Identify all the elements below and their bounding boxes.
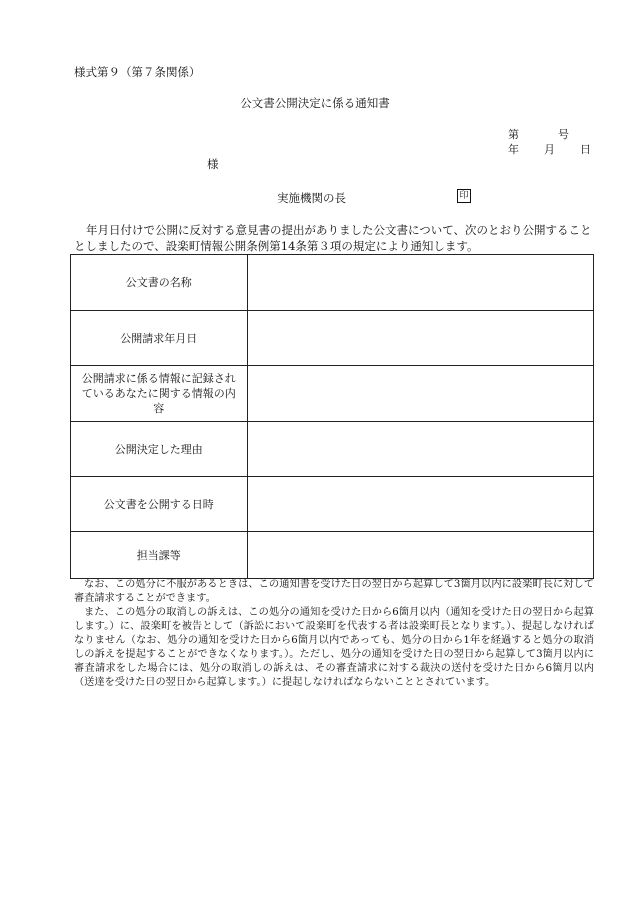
row-value-decision-reason <box>247 422 593 477</box>
note-review-request: なお、この処分に不服があるときは、この通知書を受けた日の翌日から起算して3箇月以内に設楽町長に対して審査請求することができます。 <box>74 579 594 604</box>
issue-number <box>508 126 588 142</box>
row-label-disclosure-datetime: 公文書を公開する日時 <box>71 477 248 532</box>
row-label-decision-reason: 公開決定した理由 <box>71 422 248 477</box>
issue-date-year: 年 <box>508 143 519 156</box>
document-title: 公文書公開決定に係る通知書 <box>240 96 390 110</box>
appeal-notes <box>74 578 594 690</box>
row-value-disclosure-datetime <box>247 477 593 532</box>
issue-date-month: 月 <box>544 143 555 156</box>
issue-number-prefix: 第 <box>508 128 519 141</box>
table-row <box>71 477 594 532</box>
table-row <box>71 255 594 311</box>
table-row <box>71 311 594 366</box>
table-row <box>71 422 594 477</box>
intro-paragraph: 年月日付けで公開に反対する意見書の提出がありました公文書について、次のとおり公開することとしましたので、設楽町情報公開条例第14条第３項の規定により通知します。 <box>74 223 592 253</box>
row-label-request-date: 公開請求年月日 <box>71 311 248 366</box>
issue-number-suffix: 号 <box>558 128 569 141</box>
seal-mark: 印 <box>457 189 471 203</box>
issuer-title: 実施機関の長 <box>277 191 346 205</box>
row-label-document-name: 公文書の名称 <box>71 255 248 311</box>
row-value-department <box>247 532 593 579</box>
row-value-request-date <box>247 311 593 366</box>
form-number: 様式第９（第７条関係） <box>74 65 201 79</box>
row-label-recorded-info <box>71 366 248 422</box>
table-row <box>71 366 594 422</box>
row-value-document-name <box>247 255 593 311</box>
row-label-department: 担当課等 <box>71 532 248 579</box>
note-revocation-suit: また、この処分の取消しの訴えは、この処分の通知を受けた日から6箇月以内（通知を受けた日の翌日から起算します。）に、設楽町を被告として（訴訟において設楽町を代表する者は設楽町長となります。）、提起しなければなりません（なお、処分の通知を受けた日から6箇月以内であっても、処分の日から1年を経過すると処分の取消しの訴えを提起することができなくなります。）。ただし、処分の通知を受けた日の翌日から起算して3箇月以内に審査請求をした場合には、処分の取消しの訴えは、その審査請求に対する裁決の送付を受けた日から6箇月以内（送達を受けた日の翌日から起算します。）に提起しなければならないこととされています。 <box>74 607 594 688</box>
recipient-honorific: 様 <box>207 157 219 171</box>
issue-date-day: 日 <box>580 143 591 156</box>
issue-date <box>508 141 591 157</box>
row-value-recorded-info <box>247 366 593 422</box>
table-row <box>71 532 594 579</box>
notice-table <box>70 254 594 579</box>
row-label-recorded-info-text: 公開請求に係る情報に記録されているあなたに関する情報の内容 <box>81 372 236 415</box>
